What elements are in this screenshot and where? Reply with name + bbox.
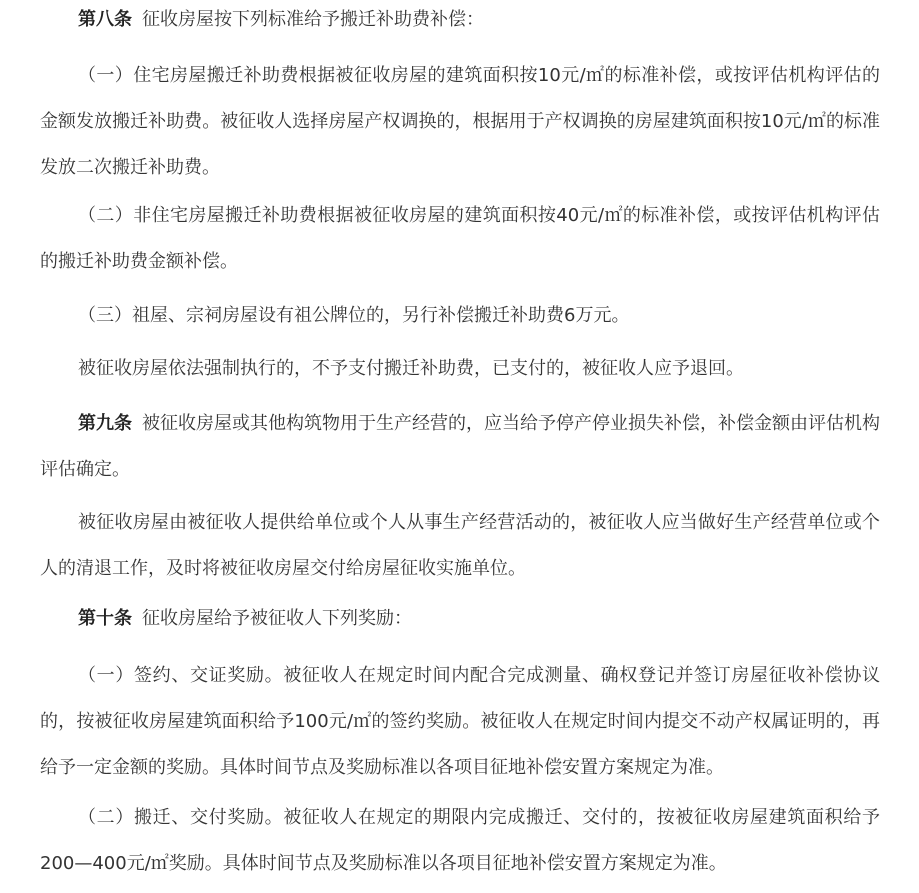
article-10-item-2: （二）搬迁、交付奖励。被征收人在规定的期限内完成搬迁、交付的，按被征收房屋建筑面积给予200—400元/㎡奖励。具体时间节点及奖励标准以各项目征地补偿安置方案规定为准。 xyxy=(40,807,880,874)
article-8-item-1: （一）住宅房屋搬迁补助费根据被征收房屋的建筑面积按10元/㎡的标准补偿，或按评估机构评估的金额发放搬迁补助费。被征收人选择房屋产权调换的，根据用于产权调换的房屋建筑面积按10元/㎡的标准发放二次搬迁补助费。 xyxy=(40,65,880,178)
article-9-body: 被征收房屋或其他构筑物用于生产经营的，应当给予停产停业损失补偿，补偿金额由评估机构评估确定。 xyxy=(40,413,880,480)
article-10-heading: 第十条 xyxy=(78,608,132,629)
article-8-intro xyxy=(40,0,880,43)
article-9-note: 被征收房屋由被征收人提供给单位或个人从事生产经营活动的，被征收人应当做好生产经营单位或个人的清退工作，及时将被征收房屋交付给房屋征收实施单位。 xyxy=(40,512,880,579)
article-8-intro-text: 征收房屋按下列标准给予搬迁补助费补偿： xyxy=(142,9,484,30)
article-9-heading: 第九条 xyxy=(78,413,132,434)
article-10-intro xyxy=(40,596,880,642)
article-8-heading: 第八条 xyxy=(78,9,132,30)
article-8-item-3: （三）祖屋、宗祠房屋设有祖公牌位的，另行补偿搬迁补助费6万元。 xyxy=(78,305,630,326)
article-8-item-2: （二）非住宅房屋搬迁补助费根据被征收房屋的建筑面积按40元/㎡的标准补偿，或按评估机构评估的搬迁补助费金额补偿。 xyxy=(40,205,880,272)
article-10-item-1: （一）签约、交证奖励。被征收人在规定时间内配合完成测量、确权登记并签订房屋征收补偿协议的，按被征收房屋建筑面积给予100元/㎡的签约奖励。被征收人在规定时间内提交不动产权属证明的，再给予一定金额的奖励。具体时间节点及奖励标准以各项目征地补偿安置方案规定为准。 xyxy=(40,665,880,778)
article-8-note: 被征收房屋依法强制执行的，不予支付搬迁补助费，已支付的，被征收人应予退回。 xyxy=(78,358,744,379)
article-10-intro-text: 征收房屋给予被征收人下列奖励： xyxy=(142,608,412,629)
article-9-text xyxy=(40,401,880,493)
